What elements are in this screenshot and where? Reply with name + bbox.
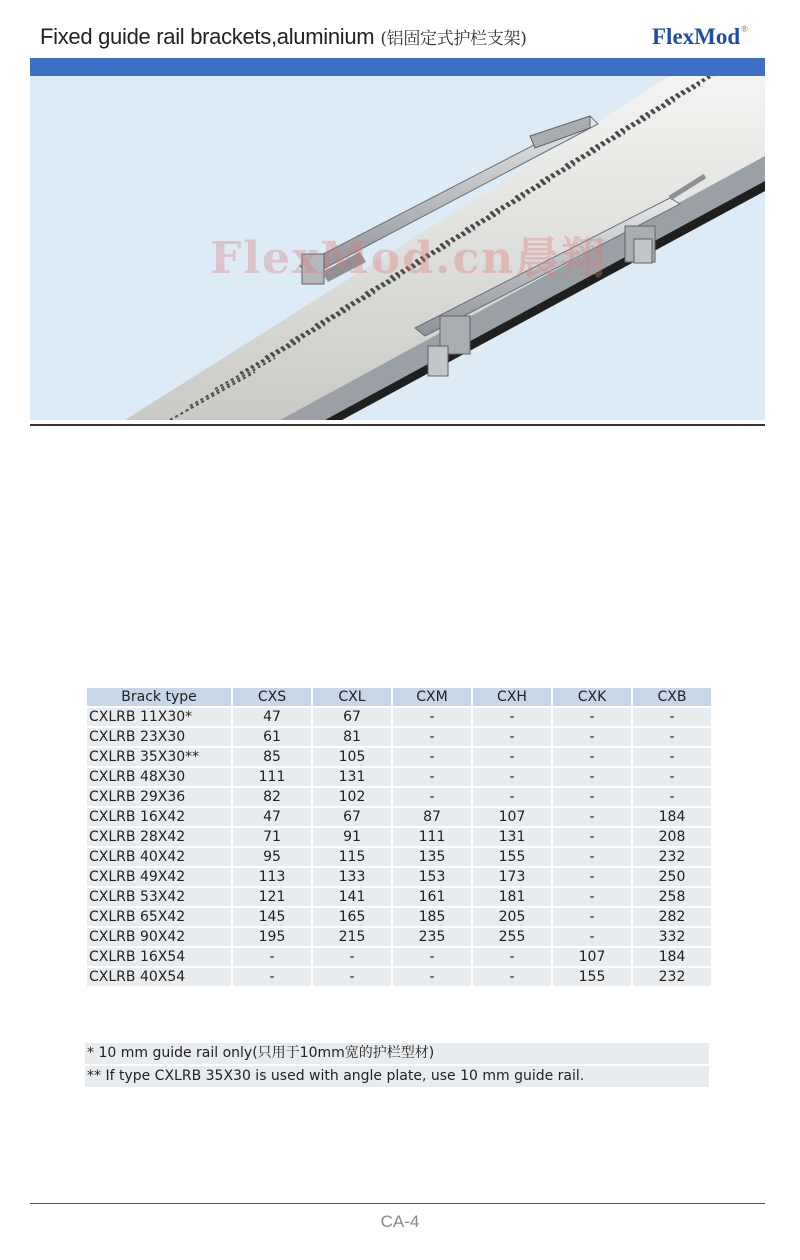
table-row	[87, 848, 711, 866]
table-cell: 208	[633, 828, 711, 846]
table-cell: -	[553, 808, 631, 826]
table-cell: CXLRB 40X42	[87, 848, 231, 866]
table-cell: CXLRB 29X36	[87, 788, 231, 806]
table-cell: 155	[553, 968, 631, 986]
table-cell: 111	[233, 768, 311, 786]
table-cell: -	[473, 768, 551, 786]
photo-divider	[30, 424, 765, 426]
bracket-spec-table	[85, 686, 713, 988]
table-cell: -	[553, 728, 631, 746]
table-cell: 141	[313, 888, 391, 906]
table-cell: 181	[473, 888, 551, 906]
table-cell: 105	[313, 748, 391, 766]
table-cell: -	[473, 708, 551, 726]
table-cell: 250	[633, 868, 711, 886]
table-cell: 71	[233, 828, 311, 846]
table-cell: 232	[633, 848, 711, 866]
table-cell: 61	[233, 728, 311, 746]
table-cell: -	[553, 908, 631, 926]
table-cell: 82	[233, 788, 311, 806]
table-row	[87, 828, 711, 846]
table-cell: 102	[313, 788, 391, 806]
table-cell: 91	[313, 828, 391, 846]
header-bar	[30, 58, 765, 76]
table-cell: 107	[553, 948, 631, 966]
table-cell: -	[473, 788, 551, 806]
page-title	[40, 24, 527, 50]
table-header-row	[87, 688, 711, 706]
table-row	[87, 928, 711, 946]
table-cell: 215	[313, 928, 391, 946]
table-row	[87, 888, 711, 906]
table-cell: -	[553, 828, 631, 846]
table-cell: CXLRB 35X30**	[87, 748, 231, 766]
table-cell: 161	[393, 888, 471, 906]
table-cell: 131	[473, 828, 551, 846]
table-cell: CXLRB 16X54	[87, 948, 231, 966]
table-cell: -	[393, 768, 471, 786]
title-text: Fixed guide rail brackets,aluminium	[40, 24, 375, 49]
table-cell: -	[393, 708, 471, 726]
table-cell: 47	[233, 808, 311, 826]
table-cell: 165	[313, 908, 391, 926]
table-cell: 282	[633, 908, 711, 926]
table-cell: 131	[313, 768, 391, 786]
table-cell: 332	[633, 928, 711, 946]
table-cell: 173	[473, 868, 551, 886]
table-row	[87, 788, 711, 806]
column-header: CXK	[553, 688, 631, 706]
table-cell: 258	[633, 888, 711, 906]
table-cell: 107	[473, 808, 551, 826]
table-cell: -	[553, 888, 631, 906]
table-cell: -	[233, 948, 311, 966]
title-chinese: (铝固定式护栏支架)	[380, 29, 527, 49]
column-header: CXL	[313, 688, 391, 706]
column-header: CXS	[233, 688, 311, 706]
table-cell: -	[553, 928, 631, 946]
table-cell: -	[553, 788, 631, 806]
table-cell: 67	[313, 808, 391, 826]
table-cell: 255	[473, 928, 551, 946]
table-cell: -	[233, 968, 311, 986]
table-cell: 95	[233, 848, 311, 866]
table-cell: -	[393, 728, 471, 746]
column-header: Brack type	[87, 688, 231, 706]
table-row	[87, 748, 711, 766]
table-cell: -	[473, 968, 551, 986]
table-cell: -	[633, 748, 711, 766]
table-cell: -	[633, 768, 711, 786]
table-row	[87, 908, 711, 926]
table-cell: -	[393, 968, 471, 986]
product-photo	[30, 76, 765, 420]
table-cell: -	[313, 968, 391, 986]
table-row	[87, 728, 711, 746]
table-cell: 232	[633, 968, 711, 986]
table-cell: -	[473, 948, 551, 966]
column-header: CXB	[633, 688, 711, 706]
table-cell: CXLRB 53X42	[87, 888, 231, 906]
table-cell: -	[553, 748, 631, 766]
table-cell: CXLRB 40X54	[87, 968, 231, 986]
table-cell: 155	[473, 848, 551, 866]
brand-logo	[652, 24, 748, 50]
table-cell: CXLRB 11X30*	[87, 708, 231, 726]
page-header	[0, 0, 800, 58]
table-cell: -	[313, 948, 391, 966]
watermark-text: FlexMod.cn晨翔	[210, 233, 608, 284]
table-cell: 184	[633, 948, 711, 966]
table-cell: 113	[233, 868, 311, 886]
footnote-angle-plate: ** If type CXLRB 35X30 is used with angle plate, use 10 mm guide rail.	[85, 1066, 709, 1087]
table-cell: 205	[473, 908, 551, 926]
table-cell: 195	[233, 928, 311, 946]
table-cell: CXLRB 65X42	[87, 908, 231, 926]
page-number: CA-4	[380, 1212, 420, 1231]
table-cell: 67	[313, 708, 391, 726]
table-cell: 47	[233, 708, 311, 726]
table-row	[87, 808, 711, 826]
table-cell: CXLRB 28X42	[87, 828, 231, 846]
table-row	[87, 708, 711, 726]
table-row	[87, 868, 711, 886]
footer-divider	[30, 1203, 765, 1204]
table-cell: -	[553, 708, 631, 726]
table-cell: 85	[233, 748, 311, 766]
table-cell: -	[473, 728, 551, 746]
table-cell: -	[633, 788, 711, 806]
table-cell: 121	[233, 888, 311, 906]
table-cell: CXLRB 16X42	[87, 808, 231, 826]
table-cell: 81	[313, 728, 391, 746]
table-cell: 184	[633, 808, 711, 826]
table-cell: 115	[313, 848, 391, 866]
table-cell: 133	[313, 868, 391, 886]
table-cell: 111	[393, 828, 471, 846]
table-cell: -	[553, 768, 631, 786]
table-cell: -	[553, 848, 631, 866]
column-header: CXH	[473, 688, 551, 706]
column-header: CXM	[393, 688, 471, 706]
table-row	[87, 948, 711, 966]
table-cell: -	[393, 748, 471, 766]
table-cell: CXLRB 23X30	[87, 728, 231, 746]
footnotes	[85, 1043, 709, 1089]
table-cell: 87	[393, 808, 471, 826]
table-cell: -	[393, 788, 471, 806]
table-cell: -	[553, 868, 631, 886]
brand-name: FlexMod	[652, 24, 741, 49]
table-cell: CXLRB 90X42	[87, 928, 231, 946]
table-cell: 135	[393, 848, 471, 866]
table-cell: CXLRB 49X42	[87, 868, 231, 886]
table-row	[87, 968, 711, 986]
table-cell: 153	[393, 868, 471, 886]
table-cell: -	[473, 748, 551, 766]
table-cell: 185	[393, 908, 471, 926]
table-cell: 235	[393, 928, 471, 946]
table-row	[87, 768, 711, 786]
registered-mark: ®	[741, 24, 748, 34]
table-cell: CXLRB 48X30	[87, 768, 231, 786]
table-cell: 145	[233, 908, 311, 926]
table-cell: -	[633, 708, 711, 726]
table-cell: -	[393, 948, 471, 966]
footnote-10mm-rail: * 10 mm guide rail only(只用于10mm宽的护栏型材)	[85, 1043, 709, 1064]
table-cell: -	[633, 728, 711, 746]
